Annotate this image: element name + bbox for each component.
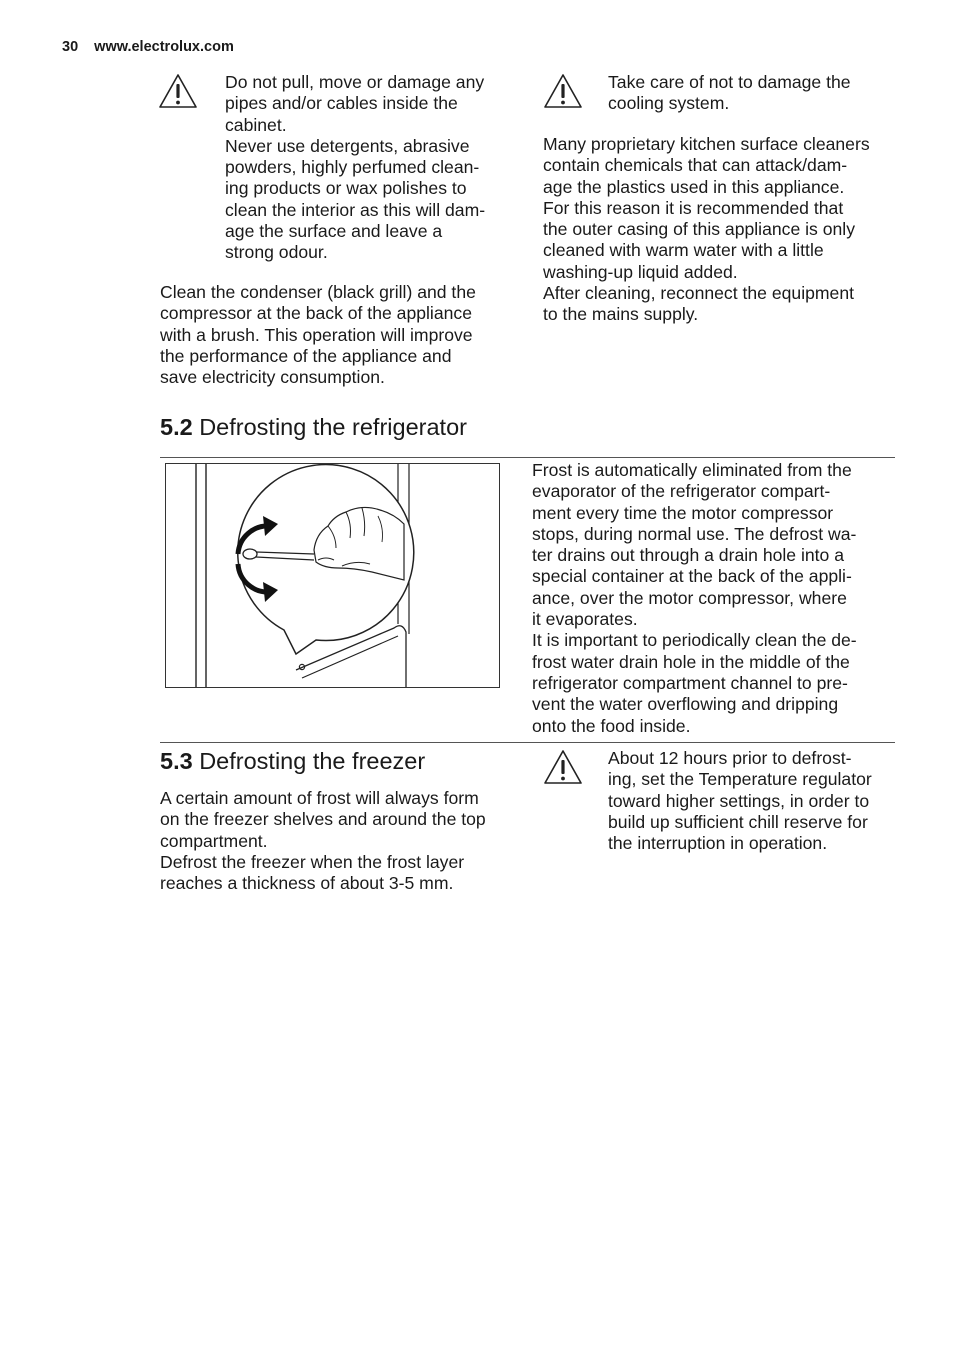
warning-triangle-icon xyxy=(543,749,583,785)
section-number: 5.2 xyxy=(160,414,193,440)
refrigerator-defrost-text: Frost is automatically eliminated from the evaporator of the refrigerator compart- ment every time the motor compressor stops, during normal use. The defrost wa- ter drains out through a drain hole into a special container at the back of the appli- ance, over the motor compressor, where it evaporates. It is important to periodically clean the de- frost water drain hole in the middle of the refrigerator compartment channel to pre- vent the water overflowing and dripping onto the food inside. xyxy=(532,460,857,736)
warning-triangle-icon xyxy=(158,73,198,109)
freezer-defrost-text: A certain amount of frost will always form on the freezer shelves and around the top compartment. Defrost the freezer when the frost layer reaches a thickness of about 3-5 mm. xyxy=(160,788,486,894)
surface-cleaner-text: Many proprietary kitchen surface cleaners contain chemicals that can attack/dam- age the plastics used in this appliance. For this reason it is recommended that the outer casing of this appliance is only cleaned with warm water with a little washing-up liquid added. After cleaning, reconnect the equipment to the mains supply. xyxy=(543,134,870,325)
section-title: Defrosting the refrigerator xyxy=(199,414,467,440)
website-url: www.electrolux.com xyxy=(94,39,234,55)
page-number: 30 xyxy=(62,39,79,55)
left-warning-block xyxy=(225,72,515,264)
section-5-2-body xyxy=(532,460,912,737)
section-heading-5-3 xyxy=(160,747,425,775)
section-divider xyxy=(160,742,895,743)
right-warning-block xyxy=(608,72,898,115)
left-warning-text: Do not pull, move or damage any pipes and/or cables inside the cabinet. Never use detergents, abrasive powders, highly perfumed clean- ing products or wax polishes to clean the interior as this will dam- age the surface and leave a strong odour. xyxy=(225,72,486,263)
right-body-block xyxy=(543,134,913,326)
section-number: 5.3 xyxy=(160,748,193,774)
figure-drawing xyxy=(166,464,499,687)
condenser-cleaning-text: Clean the condenser (black grill) and the compressor at the back of the appliance with a brush. This operation will improve the performance of the appliance and save electricity consumption. xyxy=(160,282,476,388)
section-title: Defrosting the freezer xyxy=(199,748,426,774)
page-header xyxy=(62,39,234,55)
freezer-warning-text: About 12 hours prior to defrost- ing, set the Temperature regulator toward higher settings, in order to build up sufficient chill reserve for the interruption in operation. xyxy=(608,748,872,854)
section-heading-5-2 xyxy=(160,413,467,441)
right-warning-text: Take care of not to damage the cooling system. xyxy=(608,72,851,114)
warning-triangle-icon xyxy=(543,73,583,109)
drain-hole-cleaning-illustration xyxy=(165,463,500,688)
left-body-block xyxy=(160,282,525,388)
section-5-3-warning-block xyxy=(608,748,908,854)
section-5-3-body xyxy=(160,788,525,894)
section-divider xyxy=(160,457,895,458)
